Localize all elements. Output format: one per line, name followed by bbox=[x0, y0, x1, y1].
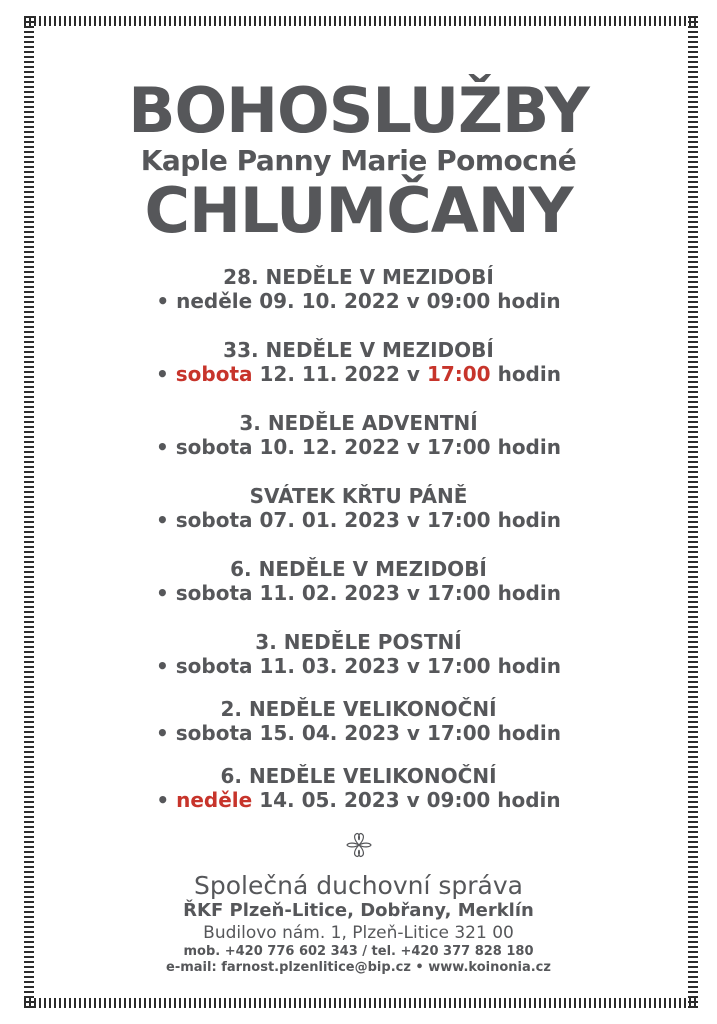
service-date: 12. 11. 2022 v bbox=[259, 362, 420, 386]
service-day: sobota bbox=[175, 508, 253, 532]
service-item bbox=[0, 630, 717, 678]
fleuron-ornament-icon bbox=[344, 832, 374, 858]
service-datetime bbox=[0, 435, 717, 459]
service-datetime bbox=[0, 654, 717, 678]
service-item bbox=[0, 338, 717, 386]
service-item bbox=[0, 484, 717, 532]
service-date: 15. 04. 2023 v bbox=[259, 721, 420, 745]
service-name: 6. NEDĚLE V MEZIDOBÍ bbox=[230, 557, 487, 581]
service-suffix: hodin bbox=[497, 788, 561, 812]
service-time: 09:00 bbox=[426, 289, 491, 313]
footer-contact bbox=[0, 872, 717, 976]
phone-numbers: mob. +420 776 602 343 / tel. +420 377 828 180 bbox=[183, 944, 534, 959]
service-date: 09. 10. 2022 v bbox=[259, 289, 420, 313]
service-item bbox=[0, 411, 717, 459]
service-day: neděle bbox=[176, 289, 253, 313]
service-day: neděle bbox=[176, 788, 253, 812]
service-item bbox=[0, 697, 717, 745]
service-name: 28. NEDĚLE V MEZIDOBÍ bbox=[223, 265, 494, 289]
service-time: 17:00 bbox=[426, 362, 491, 386]
page-title: BOHOSLUŽBY bbox=[128, 74, 589, 147]
email-web: e-mail: farnost.plzenlitice@bip.cz • www.koinonia.cz bbox=[166, 960, 551, 975]
bullet: • bbox=[156, 654, 169, 678]
service-name: 3. NEDĚLE ADVENTNÍ bbox=[239, 411, 478, 435]
service-datetime bbox=[0, 508, 717, 532]
service-date: 11. 02. 2023 v bbox=[259, 581, 420, 605]
service-name: 3. NEDĚLE POSTNÍ bbox=[255, 630, 462, 654]
service-datetime bbox=[0, 788, 717, 812]
service-suffix: hodin bbox=[497, 581, 561, 605]
service-suffix: hodin bbox=[497, 289, 561, 313]
service-name: 2. NEDĚLE VELIKONOČNÍ bbox=[220, 697, 497, 721]
place-name: CHLUMČANY bbox=[144, 174, 573, 247]
bullet: • bbox=[156, 721, 169, 745]
bullet: • bbox=[156, 508, 169, 532]
bullet: • bbox=[156, 788, 170, 812]
bullet: • bbox=[156, 289, 170, 313]
frame-bottom-border bbox=[24, 998, 698, 1008]
service-suffix: hodin bbox=[497, 508, 561, 532]
bullet: • bbox=[156, 581, 169, 605]
service-time: 17:00 bbox=[426, 654, 491, 678]
service-suffix: hodin bbox=[497, 362, 561, 386]
service-date: 07. 01. 2023 v bbox=[259, 508, 420, 532]
service-time: 17:00 bbox=[426, 721, 491, 745]
service-time: 17:00 bbox=[426, 435, 491, 459]
service-time: 09:00 bbox=[426, 788, 491, 812]
chapel-name: Kaple Panny Marie Pomocné bbox=[140, 144, 577, 177]
service-suffix: hodin bbox=[497, 721, 561, 745]
service-datetime bbox=[0, 721, 717, 745]
service-time: 17:00 bbox=[426, 581, 491, 605]
service-date: 10. 12. 2022 v bbox=[259, 435, 420, 459]
bullet: • bbox=[156, 362, 169, 386]
service-name: 33. NEDĚLE V MEZIDOBÍ bbox=[223, 338, 494, 362]
service-datetime bbox=[0, 362, 717, 386]
service-day: sobota bbox=[175, 721, 253, 745]
service-suffix: hodin bbox=[497, 654, 561, 678]
service-suffix: hodin bbox=[497, 435, 561, 459]
service-day: sobota bbox=[175, 654, 253, 678]
service-day: sobota bbox=[175, 581, 253, 605]
service-name: 6. NEDĚLE VELIKONOČNÍ bbox=[220, 764, 497, 788]
service-name: SVÁTEK KŘTU PÁNĚ bbox=[249, 484, 468, 508]
service-item bbox=[0, 265, 717, 313]
service-date: 11. 03. 2023 v bbox=[259, 654, 420, 678]
service-day: sobota bbox=[175, 435, 253, 459]
organization-name: Společná duchovní správa bbox=[194, 871, 523, 900]
service-item bbox=[0, 764, 717, 812]
frame-top-border bbox=[24, 16, 698, 26]
bullet: • bbox=[156, 435, 169, 459]
address: Budilovo nám. 1, Plzeň-Litice 321 00 bbox=[203, 923, 514, 943]
service-time: 17:00 bbox=[426, 508, 491, 532]
service-datetime bbox=[0, 289, 717, 313]
service-item bbox=[0, 557, 717, 605]
service-datetime bbox=[0, 581, 717, 605]
service-date: 14. 05. 2023 v bbox=[259, 788, 420, 812]
service-day: sobota bbox=[175, 362, 253, 386]
parish-name: ŘKF Plzeň-Litice, Dobřany, Merklín bbox=[183, 900, 534, 921]
